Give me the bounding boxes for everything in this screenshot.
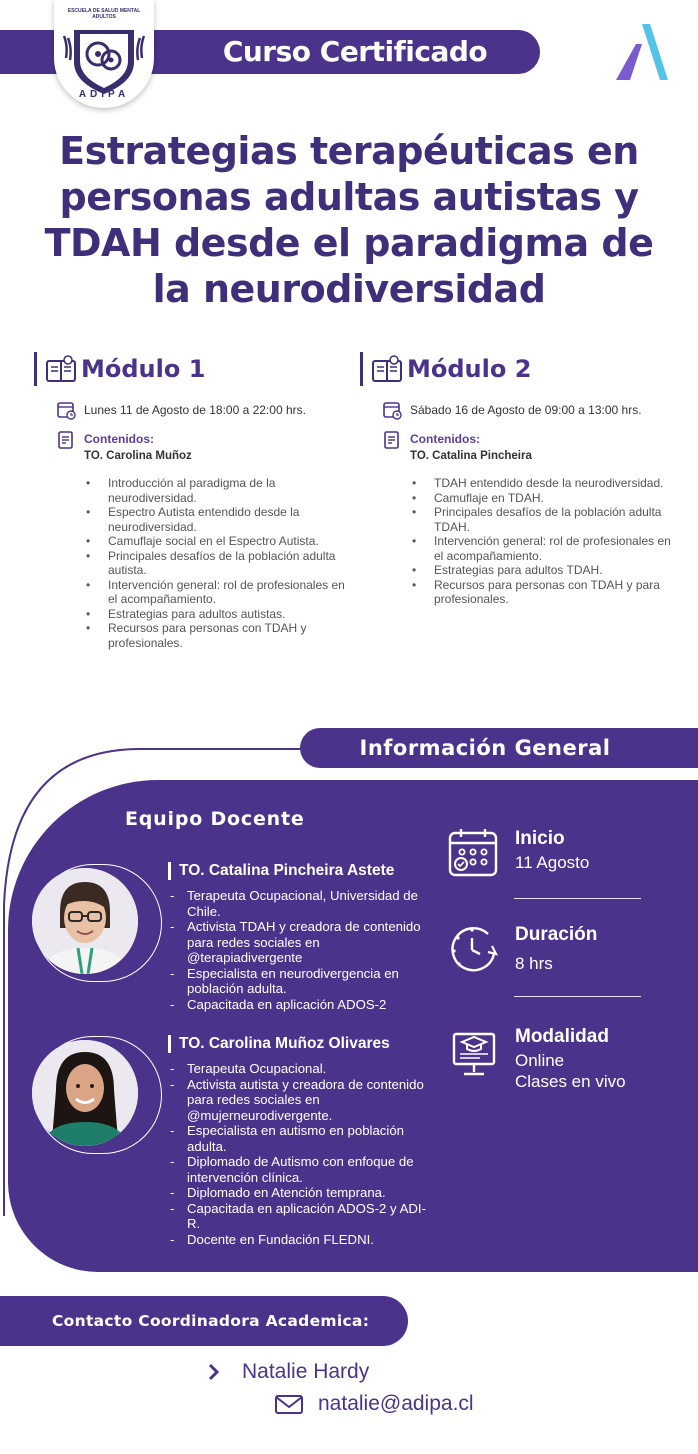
document-icon: [382, 430, 402, 450]
divider: [514, 996, 641, 997]
list-item: - Terapeuta Ocupacional.: [168, 1061, 430, 1077]
calendar-clock-icon: [382, 400, 402, 420]
list-item: - Diplomado en Atención temprana.: [168, 1185, 430, 1201]
logo-line-2: ADULTOS: [92, 14, 116, 20]
teacher-2-card: [168, 1035, 430, 1247]
list-item: • Camuflaje social en el Espectro Autista.: [84, 534, 354, 549]
module-2-title: Módulo 2: [407, 355, 532, 383]
modality-value-live: Clases en vivo: [515, 1072, 626, 1091]
mail-icon: [274, 1393, 304, 1415]
contact-email-row[interactable]: [274, 1392, 474, 1416]
list-item: - Especialista en neurodivergencia en población adulta.: [168, 966, 430, 997]
list-item: - Docente en Fundación FLEDNI.: [168, 1232, 430, 1248]
course-type-label: Curso Certificado: [222, 35, 488, 68]
contact-title: Contacto Coordinadora Academica:: [52, 1312, 370, 1330]
list-item: • Recursos para personas con TDAH y profesionales.: [84, 621, 354, 650]
teacher-1-credentials: [168, 888, 430, 1012]
modality-label: Modalidad: [515, 1026, 609, 1047]
list-item: - Capacitada en aplicación ADOS-2 y ADI-R.: [168, 1201, 430, 1232]
module-2-contents: [382, 430, 680, 450]
avatar-carolina: [32, 1040, 138, 1146]
list-item: - Especialista en autismo en población adulta.: [168, 1123, 430, 1154]
list-item: - Capacitada en aplicación ADOS-2: [168, 997, 430, 1013]
module-1-contents: [56, 430, 354, 450]
avatar-catalina: [32, 868, 138, 974]
contact-name-row: [206, 1360, 369, 1384]
general-info-banner: [300, 728, 698, 768]
person-photo-icon: [32, 868, 138, 974]
person-photo-icon: [32, 1040, 138, 1146]
list-item: • TDAH entendido desde la neurodiversidad.: [410, 476, 680, 491]
module-2-teacher: TO. Catalina Pincheira: [410, 450, 532, 462]
list-item: • Introducción al paradigma de la neurodiversidad.: [84, 476, 354, 505]
teacher-1-name: TO. Catalina Pincheira Astete: [168, 862, 430, 880]
logo-line-1: ESCUELA DE SALUD MENTAL: [67, 8, 141, 14]
teaching-team-title: Equipo Docente: [125, 808, 305, 830]
logo-wordmark: ADIPA: [78, 89, 130, 100]
module-2-schedule-text: Sábado 16 de Agosto de 09:00 a 13:00 hrs.: [410, 403, 642, 417]
start-label: Inicio: [515, 828, 565, 849]
module-1: [34, 352, 354, 650]
modality-value-online: Online: [515, 1051, 565, 1070]
list-item: - Activista autista y creadora de contenido para redes sociales en @mujerneurodivergente.: [168, 1077, 430, 1124]
list-item: • Camuflaje en TDAH.: [410, 491, 680, 506]
module-1-teacher: TO. Carolina Muñoz: [84, 450, 192, 462]
module-1-contents-label: Contenidos:: [84, 432, 154, 446]
duration-label: Duración: [515, 924, 598, 945]
teacher-1-card: [168, 862, 430, 1012]
general-info-title: Información General: [359, 736, 611, 760]
module-1-header: [34, 352, 354, 386]
list-item: - Activista TDAH y creadora de contenido para redes sociales en @terapiadivergente: [168, 919, 430, 966]
module-1-topics: [84, 476, 354, 650]
brand-mark-icon: [612, 22, 670, 82]
calendar-icon: [448, 828, 500, 878]
contact-band: [0, 1296, 408, 1346]
open-book-icon: [371, 355, 403, 383]
teacher-2-name: TO. Carolina Muñoz Olivares: [168, 1035, 430, 1053]
start-value: 11 Agosto: [515, 853, 590, 872]
list-item: • Estrategias para adultos autistas.: [84, 607, 354, 622]
list-item: • Espectro Autista entendido desde la neurodiversidad.: [84, 505, 354, 534]
online-class-icon: [448, 1026, 500, 1078]
chevron-right-icon: [206, 1362, 222, 1382]
module-1-schedule-text: Lunes 11 de Agosto de 18:00 a 22:00 hrs.: [84, 403, 306, 417]
list-item: • Principales desafíos de la población adulta autista.: [84, 549, 354, 578]
contact-name: Natalie Hardy: [242, 1360, 370, 1383]
module-2-topics: [410, 476, 680, 607]
adipa-logo: [54, 0, 154, 108]
course-title: Estrategias terapéuticas en personas adultas autistas y TDAH desde el paradigma de la neurodiversidad: [44, 129, 654, 311]
module-2-schedule: [382, 400, 680, 420]
module-2: [360, 352, 680, 607]
list-item: • Recursos para personas con TDAH y para profesionales.: [410, 578, 680, 607]
list-item: • Estrategias para adultos TDAH.: [410, 563, 680, 578]
list-item: - Diplomado de Autismo con enfoque de intervención clínica.: [168, 1154, 430, 1185]
contact-email-link[interactable]: natalie@adipa.cl: [318, 1392, 474, 1415]
module-2-header: [360, 352, 680, 386]
list-item: • Intervención general: rol de profesionales en el acompañamiento.: [410, 534, 680, 563]
list-item: • Principales desafíos de la población adulta TDAH.: [410, 505, 680, 534]
divider: [514, 898, 641, 899]
list-item: • Intervención general: rol de profesionales en el acompañamiento.: [84, 578, 354, 607]
list-item: - Terapeuta Ocupacional, Universidad de Chile.: [168, 888, 430, 919]
duration-value: 8 hrs: [515, 954, 553, 973]
module-1-schedule: [56, 400, 354, 420]
module-1-title: Módulo 1: [81, 355, 206, 383]
calendar-clock-icon: [56, 400, 76, 420]
module-2-contents-label: Contenidos:: [410, 432, 480, 446]
teacher-2-credentials: [168, 1061, 430, 1247]
open-book-icon: [45, 355, 77, 383]
clock-icon: [448, 924, 500, 974]
document-icon: [56, 430, 76, 450]
